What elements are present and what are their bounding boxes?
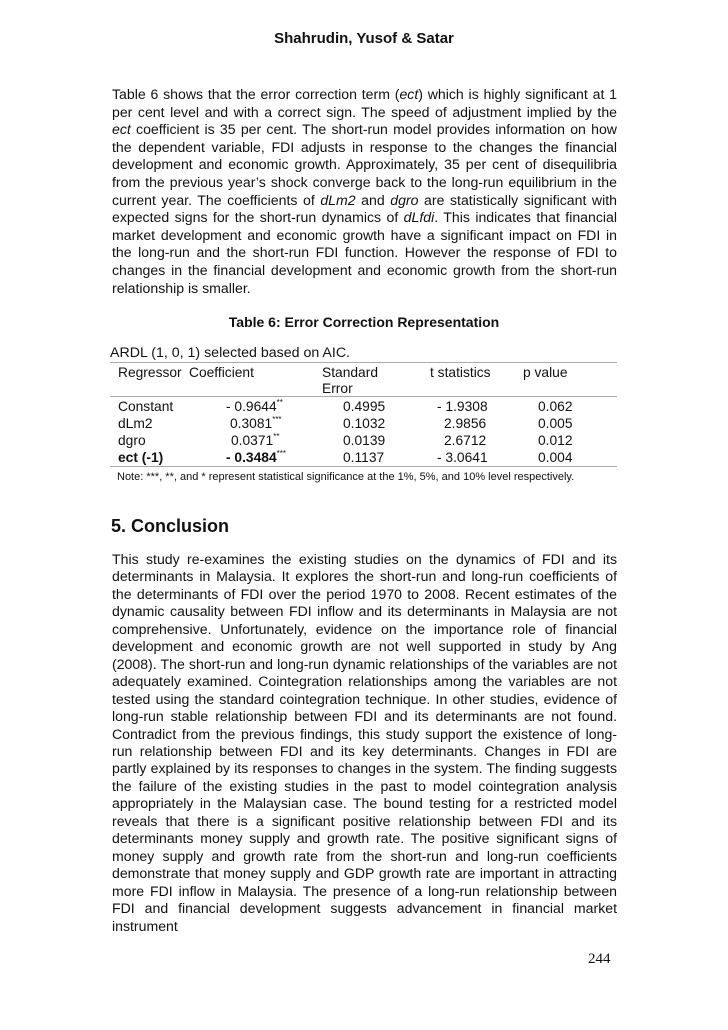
header-t-statistics: t statistics: [430, 365, 491, 380]
running-header: Shahrudin, Yusof & Satar: [274, 30, 454, 47]
cell-p-value: 0.062: [538, 399, 573, 414]
header-std-error-line2: Error: [322, 381, 353, 396]
cell-coefficient: - 0.9644**: [226, 398, 283, 414]
paragraph-conclusion: This study re-examines the existing studies on the dynamics of FDI and its determinants in Malaysia. It explores the short-run and long-run coefficients of the determinants of FDI over the period 1970 to 2008. Recent estimates of the dynamic causality between FDI inflow and its determinants in Malaysia are not comprehensive. Unfortunately, evidence on the importance role of financial development and economic growth are not well supported in study by Ang (2008). The short-run and long-run dynamic relationships of the variables are not adequately examined. Cointegration relationships among the variables are not tested using the standard cointegration technique. In other studies, evidence of long-run stable relationship between FDI and its determinants are not found. Contradict from the previous findings, this study support the existence of long-run relationship between FDI and its key determinants. Changes in FDI are partly explained by its responses to changes in the system. The finding suggests the failure of the existing studies in the past to model cointegration analysis appropriately in the Malaysian case. The bound testing for a restricted model reveals that there is a significant positive relationship between FDI and its determinants money supply and growth rate. The positive significant signs of money supply and growth rate from the short-run and long-run coefficients demonstrate that money supply and GDP growth rate are important in attracting more FDI inflow in Malaysia. The presence of a long-run relationship between FDI and financial development suggests advancement in financial market instrument: [112, 551, 617, 934]
cell-std-error: 0.4995: [343, 399, 386, 414]
cell-coefficient: - 0.3484***: [226, 449, 286, 465]
cell-coefficient: 0.3081***: [230, 415, 282, 431]
cell-std-error: 0.1137: [343, 450, 385, 465]
cell-std-error: 0.1032: [343, 416, 386, 431]
table-bottom-rule: [110, 466, 617, 467]
cell-regressor: dgro: [118, 433, 146, 448]
significance-stars: ***: [276, 449, 286, 458]
cell-t-statistic: - 3.0641: [437, 450, 488, 465]
cell-regressor: ect (-1): [118, 450, 164, 465]
table-row: [110, 399, 617, 415]
table-row: [110, 433, 617, 449]
cell-std-error: 0.0139: [343, 433, 386, 448]
table-top-rule: [110, 362, 617, 363]
table-title: Table 6: Error Correction Representation: [228, 314, 500, 330]
cell-p-value: 0.005: [538, 416, 573, 431]
header-coefficient: Coefficient: [189, 365, 254, 380]
table-caption-ardl: ARDL (1, 0, 1) selected based on AIC.: [110, 345, 351, 361]
cell-p-value: 0.012: [538, 433, 573, 448]
significance-stars: **: [276, 398, 283, 407]
cell-t-statistic: - 1.9308: [437, 399, 488, 414]
header-std-error-line1: Standard: [322, 365, 378, 380]
cell-t-statistic: 2.6712: [444, 433, 487, 448]
table-row: [110, 450, 617, 466]
cell-regressor: dLm2: [118, 416, 153, 431]
cell-regressor: Constant: [118, 399, 174, 414]
section-heading: 5. Conclusion: [111, 516, 230, 536]
table-header-rule: [110, 396, 617, 397]
table-row: [110, 416, 617, 432]
paragraph-table6-discussion: Table 6 shows that the error correction term (ect) which is highly significant at 1 per cent level and with a correct sign. The speed of adjustment implied by the ect coefficient is 35 per cent. The short-run model provides information on how the dependent variable, FDI adjusts in response to the changes the financial development and economic growth. Approximately, 35 per cent of disequilibria from the previous year’s shock converge back to the long-run equilibrium in the current year. The coefficients of dLm2 and dgro are statistically significant with expected signs for the short-run dynamics of dLfdi. This indicates that financial market development and economic growth have a significant impact on FDI in the long-run and the short-run FDI function. However the response of FDI to changes in the financial development and economic growth from the short-run relationship is smaller.: [112, 86, 617, 296]
cell-p-value: 0.004: [538, 450, 573, 465]
cell-coefficient: 0.0371**: [231, 432, 280, 448]
page-number: 244: [588, 951, 611, 967]
cell-t-statistic: 2.9856: [444, 416, 487, 431]
header-p-value: p value: [523, 365, 568, 380]
table-note: Note: ***, **, and * represent statistical significance at the 1%, 5%, and 10% level respectively.: [117, 471, 575, 483]
significance-stars: **: [273, 432, 280, 441]
header-regressor: Regressor: [118, 365, 182, 380]
significance-stars: ***: [272, 415, 282, 424]
